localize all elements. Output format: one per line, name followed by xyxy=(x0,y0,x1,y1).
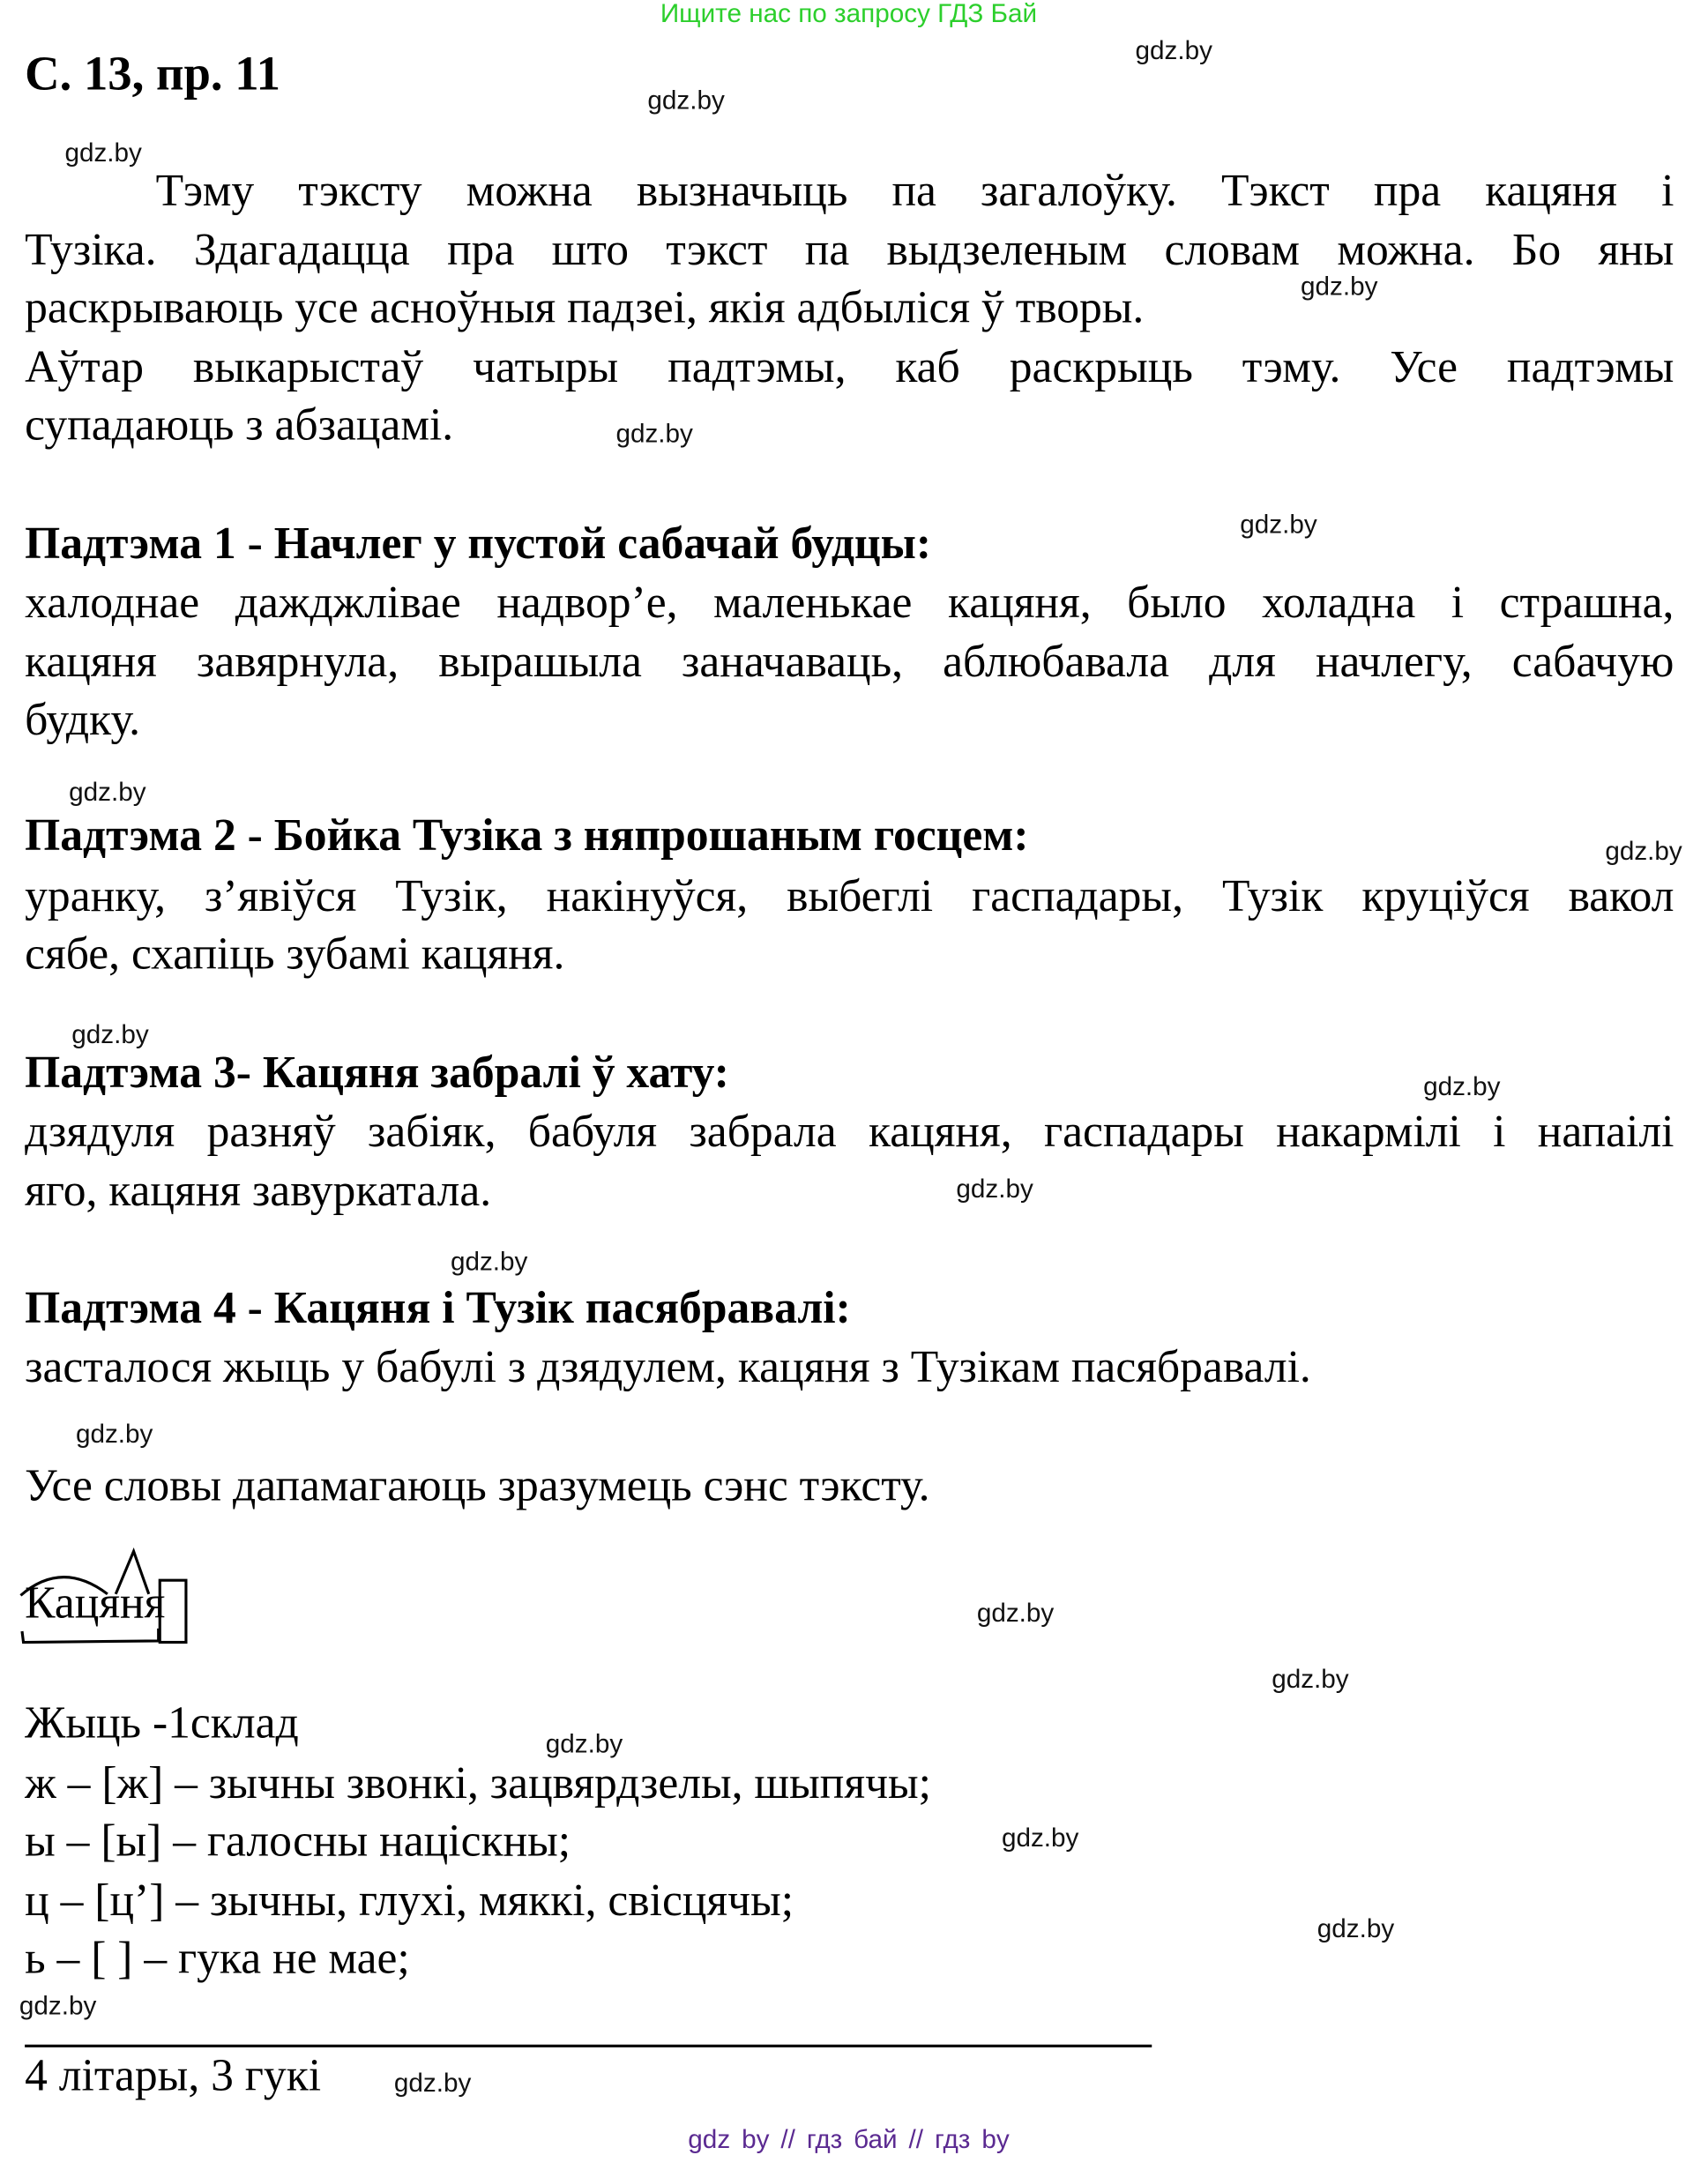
watermark: gdz.by xyxy=(976,1600,1055,1629)
watermark: gdz.by xyxy=(1240,511,1317,541)
phonetic-header: Жыць -1склад xyxy=(25,1698,299,1749)
bottom-banner[interactable]: gdz by // гдз бай // гдз by xyxy=(688,2125,1010,2155)
subtopic-heading: Падтэма 3- Кацяня забралі ў хату: xyxy=(25,1048,729,1099)
intro-line: Тэму тэксту можна вызначыць па загалоўку. Тэкст пра кацяня і xyxy=(155,167,1674,217)
phonetic-line: ц – [ц’] – зычны, глухі, мяккі, свісцячы; xyxy=(25,1876,794,1927)
subtopic-line: будку. xyxy=(25,696,141,746)
top-banner[interactable]: Ищите нас по запросу ГДЗ Бай xyxy=(660,0,1038,29)
subtopic-line: кацяня завярнула, вырашыла заначаваць, аблюбавала для начлегу, сабачую xyxy=(25,638,1674,688)
watermark: gdz.by xyxy=(1135,37,1212,66)
intro-line: Тузіка. Здагадацца пра што тэкст па выдзеленым словам можна. Бо яны xyxy=(25,226,1674,276)
phonetic-line: ы – [ы] – галосны націскны; xyxy=(25,1816,571,1868)
watermark: gdz.by xyxy=(75,1420,153,1450)
watermark: gdz.by xyxy=(647,86,725,116)
morpheme-marks xyxy=(0,1543,220,1653)
watermark: gdz.by xyxy=(545,1730,623,1760)
conclusion: Усе словы дапамагаюць зразумець сэнс тэксту. xyxy=(25,1461,930,1512)
phonetic-summary: 4 літары, 3 гукі xyxy=(25,2051,322,2101)
watermark: gdz.by xyxy=(1316,1914,1395,1944)
subtopic-line: уранку, з’явіўся Тузік, накінуўся, выбеглі гаспадары, Тузік круціўся вакол xyxy=(25,872,1674,922)
subtopic-line: сябе, схапіць зубамі кацяня. xyxy=(25,929,565,980)
stem-underline xyxy=(22,1629,159,1643)
intro-line: супадаюць з абзацамі. xyxy=(25,400,454,451)
watermark: gdz.by xyxy=(71,1020,149,1050)
subtopic-heading: Падтэма 1 - Начлег у пустой сабачай будцы: xyxy=(25,519,932,570)
suffix-caret xyxy=(116,1551,149,1593)
watermark: gdz.by xyxy=(19,1992,97,2022)
watermark: gdz.by xyxy=(615,420,693,450)
root-arc xyxy=(20,1577,107,1596)
watermark: gdz.by xyxy=(450,1248,528,1278)
phonetic-line: ж – [ж] – зычны звонкі, зацвярдзелы, шыпячы; xyxy=(25,1759,931,1809)
watermark: gdz.by xyxy=(1001,1823,1079,1853)
subtopic-heading: Падтэма 2 - Бойка Тузіка з няпрошаным госцем: xyxy=(25,811,1029,861)
watermark: gdz.by xyxy=(1605,838,1682,867)
subtopic-heading: Падтэма 4 - Кацяня і Тузік пасябравалі: xyxy=(25,1284,851,1334)
watermark: gdz.by xyxy=(393,2069,472,2099)
word-ending: я xyxy=(144,1578,166,1629)
subtopic-line: халоднае дажджлівае надвор’е, маленькае кацяня, было холадна і страшна, xyxy=(25,578,1674,629)
subtopic-line: засталося жыць у бабулі з дзядулем, кацяня з Тузікам пасябравалі. xyxy=(25,1343,1311,1393)
watermark: gdz.by xyxy=(956,1174,1033,1204)
morphemic-analysis xyxy=(0,1543,220,1653)
watermark: gdz.by xyxy=(69,778,146,808)
subtopic-line: яго, кацяня завуркатала. xyxy=(25,1167,492,1217)
watermark: gdz.by xyxy=(1272,1666,1349,1695)
watermark: gdz.by xyxy=(1301,272,1378,302)
page-title: С. 13, пр. 11 xyxy=(25,47,280,101)
phonetic-line: ь – [ ] – гука не мае; xyxy=(25,1934,410,1984)
word-stem: Кацян xyxy=(25,1578,145,1629)
subtopic-line: дзядуля разняў забіяк, бабуля забрала кацяня, гаспадары накармілі і напаілі xyxy=(25,1107,1674,1158)
watermark: gdz.by xyxy=(64,138,142,168)
intro-line: Аўтар выкарыстаў чатыры падтэмы, каб раскрыць тэму. Усе падтэмы xyxy=(25,343,1674,393)
intro-line: раскрываюць усе асноўныя падзеі, якія адбыліся ў творы. xyxy=(25,283,1145,334)
ending-box xyxy=(160,1580,186,1642)
watermark: gdz.by xyxy=(1423,1073,1501,1102)
